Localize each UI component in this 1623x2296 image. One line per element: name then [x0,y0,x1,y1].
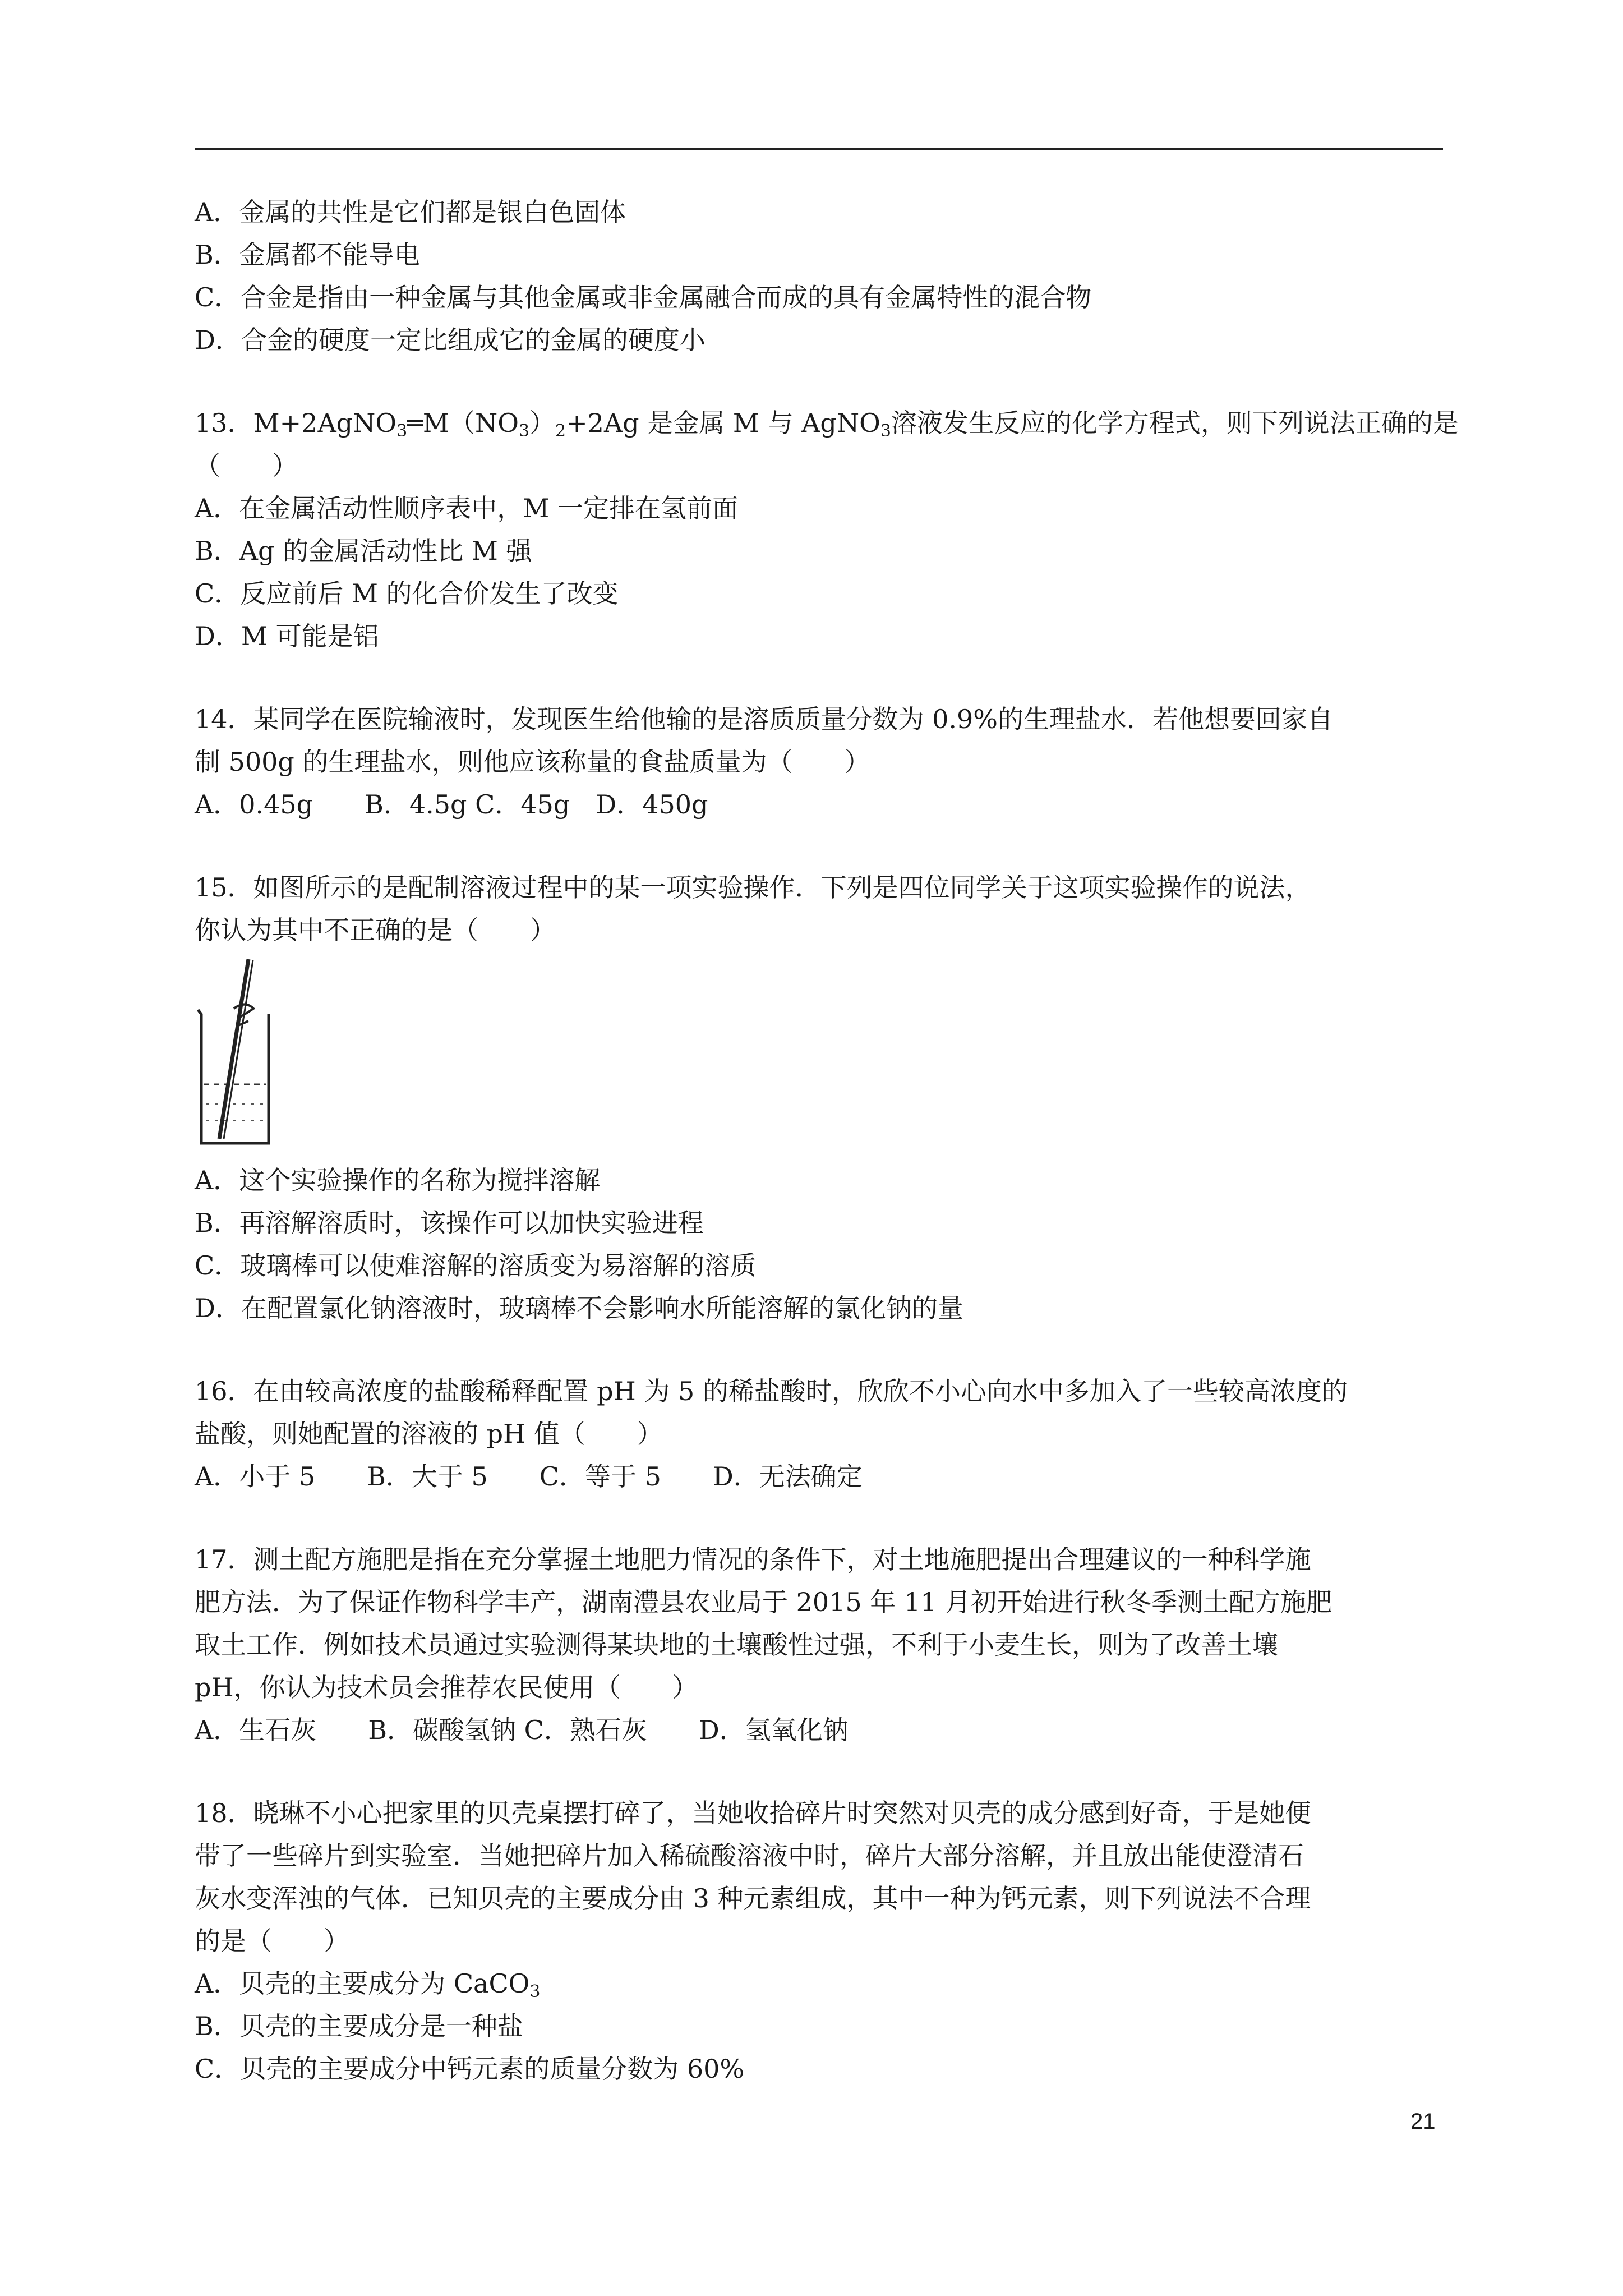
beaker-stirring-rod-icon [195,958,284,1149]
q13-option-c: C．反应前后 M 的化合价发生了改变 [195,578,619,609]
q16-options: A．小于 5 B．大于 5 C．等于 5 D．无法确定 [195,1461,863,1492]
question-13 [195,402,1459,657]
page-number: 21 [1410,2109,1436,2134]
q14-options: A．0.45g B．4.5g C．45g D．450g [195,789,708,820]
q15-stem-line1: 15．如图所示的是配制溶液过程中的某一项实验操作．下列是四位同学关于这项实验操作的说法， [195,872,1311,903]
header-rule [195,148,1443,150]
q13-stem-text: +2Ag 是金属 M 与 AgNO [566,408,880,438]
q13-stem [195,402,1459,444]
question-12-options [195,191,1443,361]
q13-stem-text: ═M（NO [407,408,519,438]
subscript: 3 [396,421,408,441]
q18-stem-line3: 灰水变浑浊的气体．已知贝壳的主要成分由 3 种元素组成，其中一种为钙元素，则下列说法不合理 [195,1883,1311,1913]
q18-option-c: C．贝壳的主要成分中钙元素的质量分数为 60% [195,2054,745,2084]
q17-stem-line1: 17．测土配方施肥是指在充分掌握土地肥力情况的条件下，对土地施肥提出合理建议的一种科学施 [195,1544,1311,1575]
question-14 [195,698,1443,826]
q13-option-a: A．在金属活动性顺序表中，M 一定排在氢前面 [195,493,738,523]
q14-stem-line2: 制 500g 的生理盐水，则他应该称量的食盐质量为（ ） [195,747,870,777]
question-17 [195,1538,1443,1751]
q17-stem-line3: 取土工作．例如技术员通过实验测得某块地的土壤酸性过强，不利于小麦生长，则为了改善土壤 [195,1630,1278,1660]
question-15 [195,866,1443,1329]
q17-stem-line2: 肥方法．为了保证作物科学丰产，湖南澧县农业局于 2015 年 11 月初开始进行秋冬季测土配方施肥 [195,1587,1332,1617]
q13-stem-line2: （ ） [195,450,298,481]
q12-option-c: C．合金是指由一种金属与其他金属或非金属融合而成的具有金属特性的混合物 [195,282,1092,312]
q13-option-b: B．Ag 的金属活动性比 M 强 [195,536,532,566]
q15-option-a: A．这个实验操作的名称为搅拌溶解 [195,1165,601,1195]
q13-stem-text: 溶液发生反应的化学方程式，则下列说法正确的是 [891,408,1459,438]
q18-stem-line1: 18．晓琳不小心把家里的贝壳桌摆打碎了，当她收拾碎片时突然对贝壳的成分感到好奇，于是她便 [195,1798,1311,1828]
q12-option-d: D．合金的硬度一定比组成它的金属的硬度小 [195,325,706,355]
q12-option-b: B．金属都不能导电 [195,240,420,270]
q16-stem-line2: 盐酸，则她配置的溶液的 pH 值（ ） [195,1419,663,1449]
question-16 [195,1370,1443,1498]
q18-option-a-text: A．贝壳的主要成分为 CaCO [195,1968,530,1999]
subscript: 3 [529,1982,541,2001]
q13-stem-text: 13．M+2AgNO [195,408,397,438]
subscript: 3 [880,421,891,441]
q13-option-d: D．M 可能是铝 [195,621,379,651]
question-18 [195,1792,1443,2090]
q12-option-a: A．金属的共性是它们都是银白色固体 [195,197,626,227]
beaker-figure [195,951,1443,1159]
page-content [195,191,1459,2090]
q17-options: A．生石灰 B．碳酸氢钠 C．熟石灰 D．氢氧化钠 [195,1715,849,1745]
q18-option-a [195,1962,1443,2005]
q13-stem-text: ） [529,408,556,438]
q15-option-c: C．玻璃棒可以使难溶解的溶质变为易溶解的溶质 [195,1250,757,1281]
q18-stem-line4: 的是（ ） [195,1926,349,1956]
q16-stem-line1: 16．在由较高浓度的盐酸稀释配置 pH 为 5 的稀盐酸时，欣欣不小心向水中多加入了一些较高浓度的 [195,1376,1348,1406]
subscript: 3 [518,421,530,441]
q14-stem-line1: 14．某同学在医院输液时，发现医生给他输的是溶质质量分数为 0.9%的生理盐水．若他想要回家自 [195,704,1334,734]
q15-option-d: D．在配置氯化钠溶液时，玻璃棒不会影响水所能溶解的氯化钠的量 [195,1293,963,1323]
subscript: 2 [555,421,566,441]
q17-stem-line4: pH，你认为技术员会推荐农民使用（ ） [195,1672,698,1703]
q18-option-b: B．贝壳的主要成分是一种盐 [195,2011,523,2041]
q15-stem-line2: 你认为其中不正确的是（ ） [195,915,556,945]
q18-stem-line2: 带了一些碎片到实验室．当她把碎片加入稀硫酸溶液中时，碎片大部分溶解，并且放出能使澄清石 [195,1841,1304,1871]
q15-option-b: B．再溶解溶质时，该操作可以加快实验进程 [195,1208,704,1238]
